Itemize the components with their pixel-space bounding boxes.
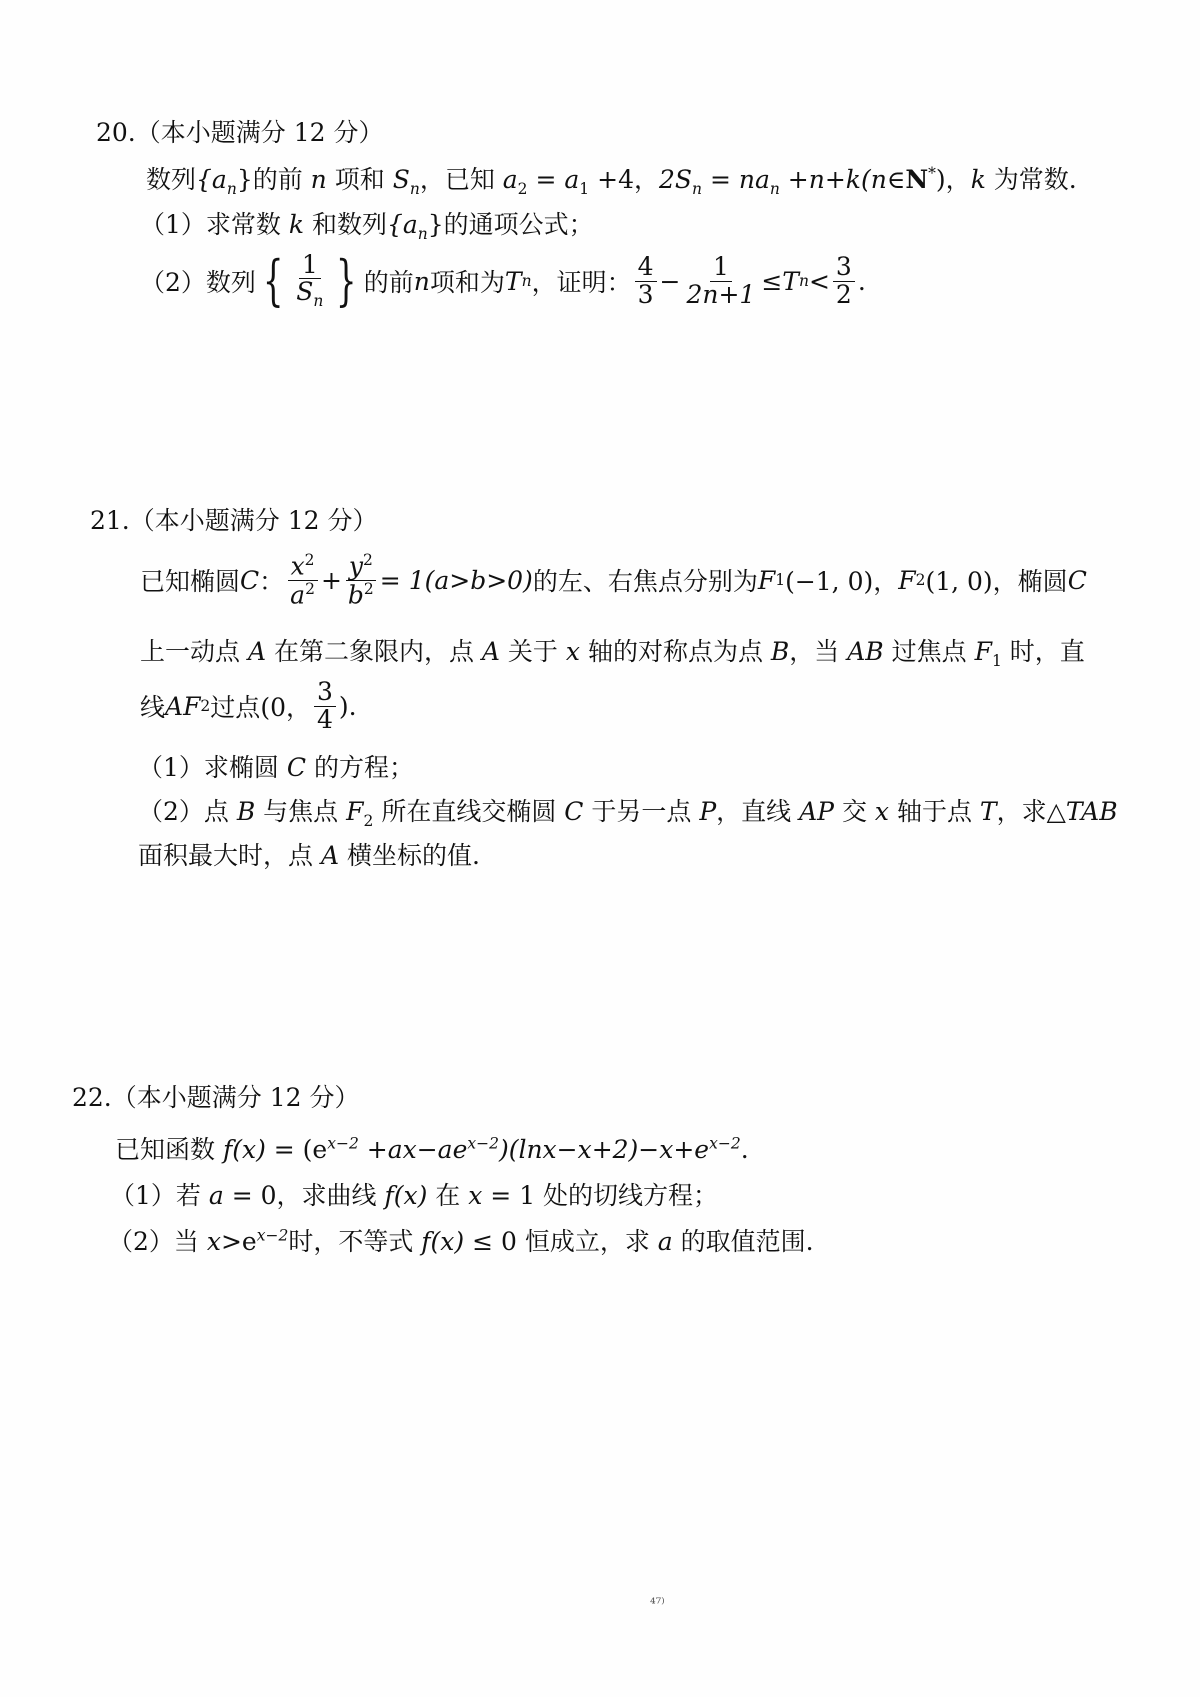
fraction-3-over-4: $\frac{3}{4}$ xyxy=(314,679,336,733)
fraction-y2-over-b2: $\frac{y^2}{b^2}$ xyxy=(345,552,377,608)
q21-line3: 线 AF 2 过点 (0， $\frac{3}{4}$ ). xyxy=(140,677,357,734)
q21-part2-cont: 面积最大时，点 A 横坐标的值. xyxy=(138,841,480,870)
q22-header xyxy=(72,1085,359,1110)
q22-part2: （2）当 $x>e^{x-2}$时，不等式 f(x) ≤ 0 恒成立，求 a 的取值范围. xyxy=(108,1226,814,1256)
q22-part1: （1）若 a = 0，求曲线 f(x) 在 x = 1 处的切线方程； xyxy=(110,1181,719,1210)
page-number: ⁴⁷⁾ xyxy=(650,1596,665,1612)
q22-stem: 已知函数 $f(x) = (e^{x-2} +ax-ae^{x-2})(\ln x-x+2)-x+e^{x-2}$. xyxy=(115,1134,749,1164)
q21-number: 21. xyxy=(90,506,130,535)
right-brace: } xyxy=(336,248,357,312)
q22-number: 22. xyxy=(72,1083,112,1112)
q21-header xyxy=(90,508,377,533)
q20-header xyxy=(96,120,383,145)
q21-part1: （1）求椭圆 C 的方程； xyxy=(138,753,414,782)
q21-line2: 上一动点 A 在第二象限内，点 A 关于 x 轴的对称点为点 B，当 AB 过焦点 $F_1$ 时，直 xyxy=(140,637,1085,670)
q20-part1: （1）求常数 k 和数列$\{a_n\}$的通项公式； xyxy=(140,210,594,243)
fraction-4-over-3: $\frac{4}{3}$ xyxy=(635,254,657,308)
fraction-x2-over-a2: $\frac{x^2}{a^2}$ xyxy=(287,552,318,608)
q20-part2: （2） 数列 { $\frac{1}{S_n}$ } 的前 n 项和为 T n ，证明： $\frac{4}{3}$ − $\frac{1}{2n+1}$ ≤ T n < $\frac{3}{2}$ . xyxy=(140,248,866,312)
q20-stem: 数列$\{a_n\}$的前 n 项和 $S_n$，已知 $a_2 = a_1 +4$，$2S_n = na_n$ +n+k(n∈N*)，k 为常数. xyxy=(146,164,1077,198)
q22-score: （本小题满分 12 分） xyxy=(111,1083,360,1112)
q21-line1: 已知椭圆 C ： $\frac{x^2}{a^2}$ + $\frac{y^2}{b^2}$ = 1(a>b>0) 的左、右焦点分别为 F 1 (−1, 0)， F 2 (1, 0)，椭圆 C xyxy=(140,550,1087,609)
left-brace: { xyxy=(262,248,284,312)
q20-score: （本小题满分 12 分） xyxy=(135,118,384,147)
fraction-3-over-2: $\frac{3}{2}$ xyxy=(833,254,855,308)
fraction-1-over-Sn: $\frac{1}{S_n}$ xyxy=(296,250,324,311)
q21-part2: （2）点 B 与焦点 $F_2$ 所在直线交椭圆 C 于另一点 P，直线 AP 交 x 轴于点 T，求△TAB xyxy=(138,797,1118,830)
q20-number: 20. xyxy=(96,118,136,147)
fraction-1-over-2n1: $\frac{1}{2n+1}$ xyxy=(686,252,756,309)
q21-score: （本小题满分 12 分） xyxy=(129,506,378,535)
